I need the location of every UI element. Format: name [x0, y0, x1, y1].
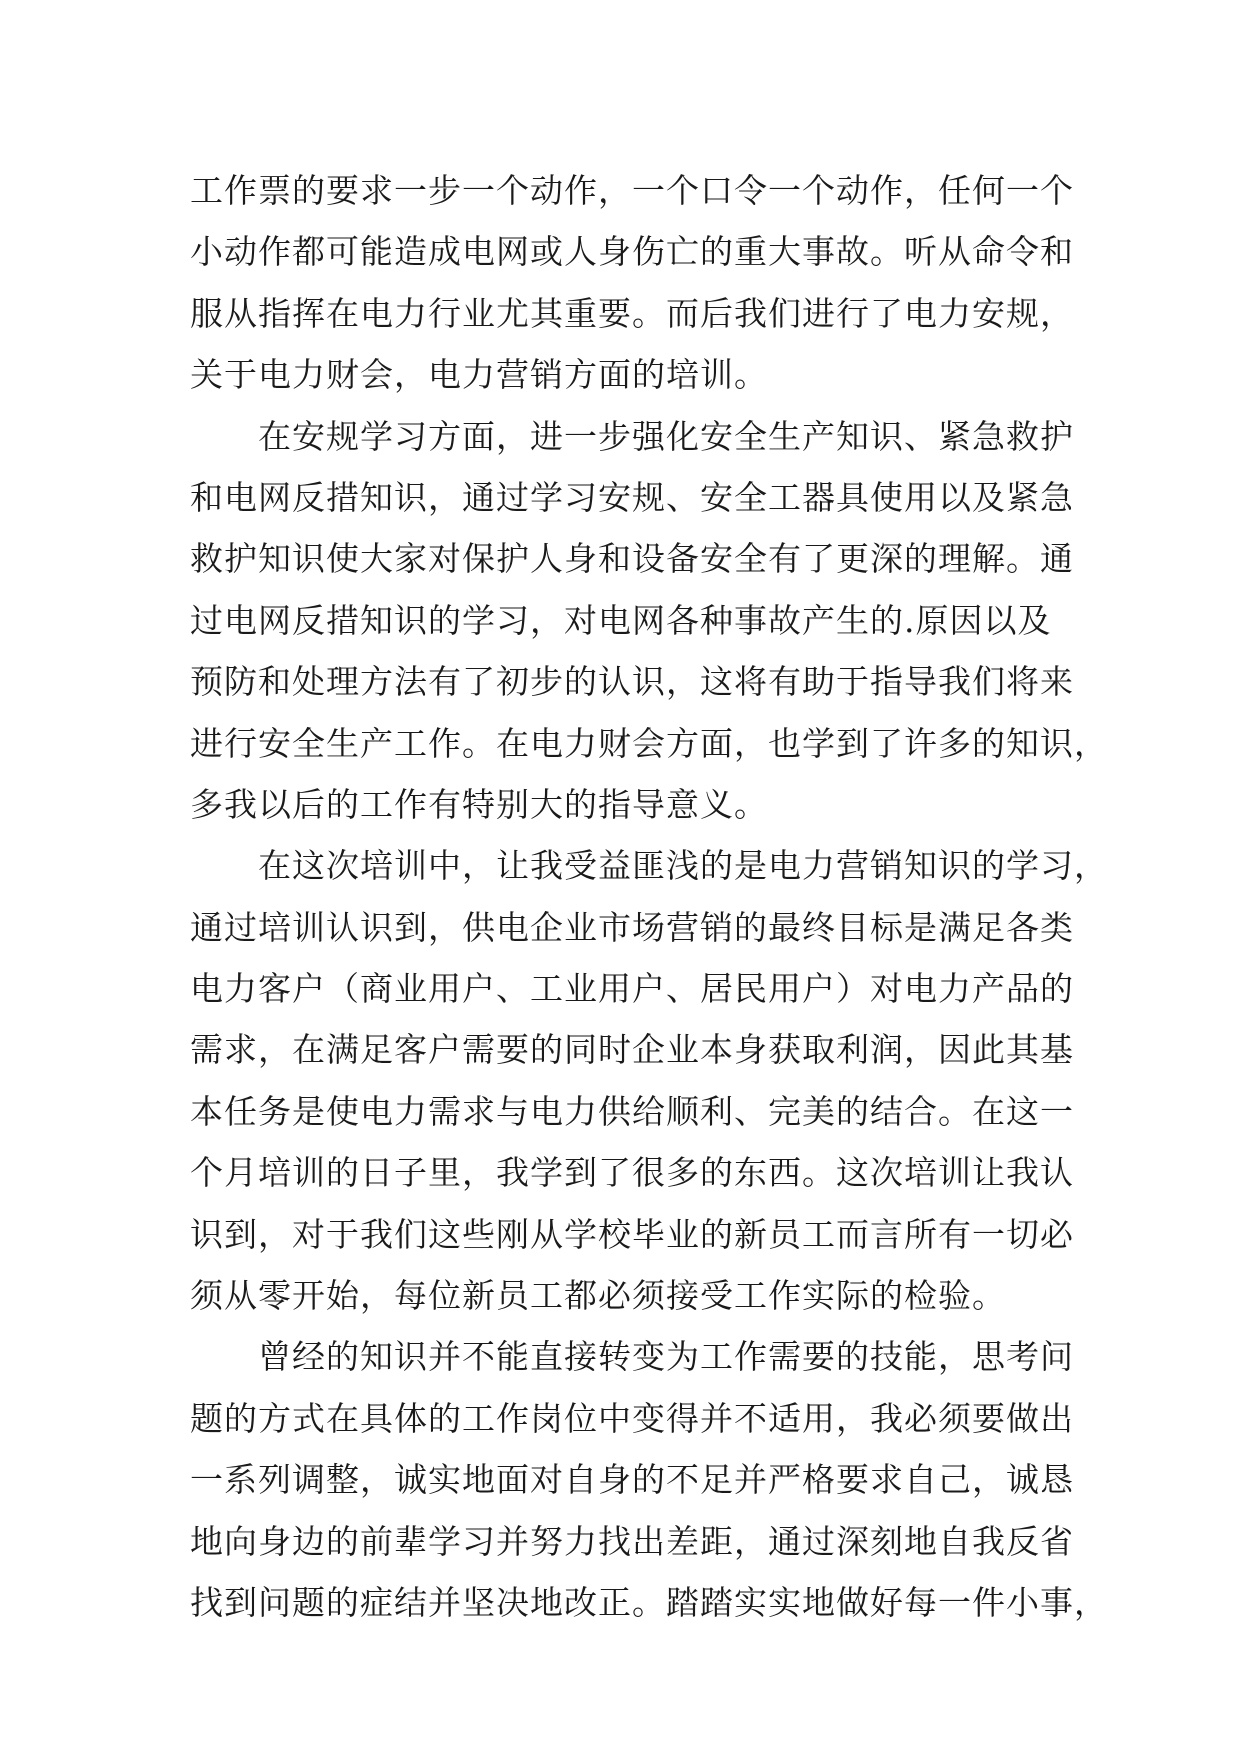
text-line: 电力客户（商业用户、工业用户、居民用户）对电力产品的 — [190, 969, 1074, 1009]
text-line: 个月培训的日子里，我学到了很多的东西。这次培训让我认 — [190, 1153, 1074, 1193]
text-line: 需求，在满足客户需要的同时企业本身获取利润，因此其基 — [190, 1030, 1074, 1070]
text-line: 通过培训认识到，供电企业市场营销的最终目标是满足各类 — [190, 907, 1074, 947]
paragraph-first-line: 曾经的知识并不能直接转变为工作需要的技能，思考问 — [258, 1337, 1074, 1377]
text-line: 预防和处理方法有了初步的认识，这将有助于指导我们将来 — [190, 662, 1074, 702]
text-line: 须从零开始，每位新员工都必须接受工作实际的检验。 — [190, 1276, 1006, 1316]
text-line: 本任务是使电力需求与电力供给顺利、完美的结合。在这一 — [190, 1091, 1074, 1131]
text-line: 进行安全生产工作。在电力财会方面，也学到了许多的知识， — [190, 723, 1108, 763]
text-line: 一系列调整，诚实地面对自身的不足并严格要求自己，诚恳 — [190, 1460, 1074, 1500]
text-line: 小动作都可能造成电网或人身伤亡的重大事故。听从命令和 — [190, 232, 1074, 272]
text-line: 多我以后的工作有特别大的指导意义。 — [190, 784, 768, 824]
text-line: 地向身边的前辈学习并努力找出差距，通过深刻地自我反省 — [190, 1521, 1074, 1561]
text-line: 识到，对于我们这些刚从学校毕业的新员工而言所有一切必 — [190, 1214, 1074, 1254]
text-line: 找到问题的症结并坚决地改正。踏踏实实地做好每一件小事， — [190, 1582, 1108, 1622]
text-line: 关于电力财会，电力营销方面的培训。 — [190, 355, 768, 395]
paragraph-first-line: 在这次培训中，让我受益匪浅的是电力营销知识的学习， — [258, 846, 1108, 886]
text-line: 题的方式在具体的工作岗位中变得并不适用，我必须要做出 — [190, 1398, 1074, 1438]
text-line: 过电网反措知识的学习，对电网各种事故产生的.原因以及 — [190, 600, 1052, 640]
paragraph-first-line: 在安规学习方面，进一步强化安全生产知识、紧急救护 — [258, 416, 1074, 456]
text-line: 和电网反措知识，通过学习安规、安全工器具使用以及紧急 — [190, 477, 1074, 517]
document-body — [190, 160, 1108, 1633]
text-line: 服从指挥在电力行业尤其重要。而后我们进行了电力安规， — [190, 293, 1074, 333]
text-line: 救护知识使大家对保护人身和设备安全有了更深的理解。通 — [190, 539, 1074, 579]
text-line: 工作票的要求一步一个动作，一个口令一个动作，任何一个 — [190, 171, 1074, 210]
